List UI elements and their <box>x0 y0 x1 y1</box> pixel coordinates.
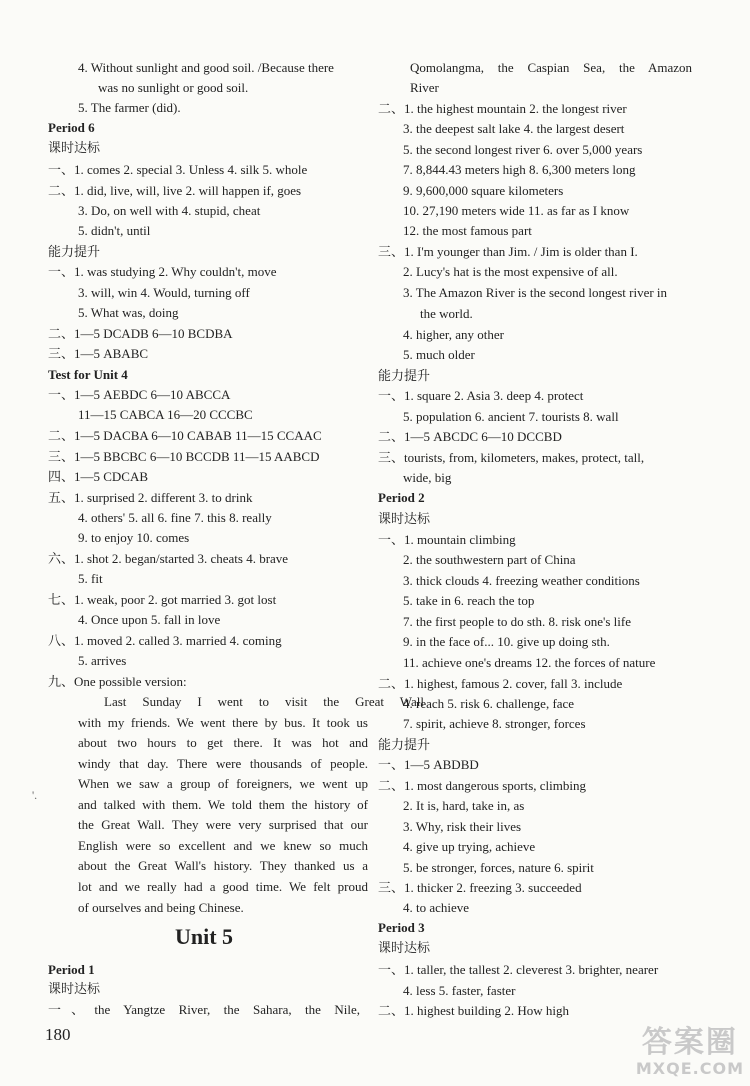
left-line: about the Great Wall's history. They thanked us a <box>78 858 368 873</box>
right-line: 4. less 5. faster, faster <box>403 983 516 998</box>
right-line: 二、1. most dangerous sports, climbing <box>378 778 586 793</box>
right-line: 5. the second longest river 6. over 5,000 years <box>403 142 643 157</box>
right-line: 二、1. the highest mountain 2. the longest river <box>378 101 627 116</box>
right-line: 3. thick clouds 4. freezing weather conditions <box>403 573 640 588</box>
right-line: 4. to achieve <box>403 900 470 915</box>
right-line: 2. the southwestern part of China <box>403 552 576 567</box>
right-line: 能力提升 <box>378 737 431 752</box>
left-line: Unit 5 <box>175 924 234 949</box>
right-line: 2. Lucy's hat is the most expensive of all. <box>403 264 618 279</box>
left-line: Last Sunday I went to visit the Great Wall <box>104 694 424 709</box>
right-line: 4. give up trying, achieve <box>403 839 536 854</box>
left-line: 4. others' 5. all 6. fine 7. this 8. really <box>78 510 272 525</box>
left-line: 5. arrives <box>78 653 127 668</box>
right-line: 9. in the face of... 10. give up doing sth. <box>403 634 610 649</box>
right-line: 3. the deepest salt lake 4. the largest desert <box>403 121 625 136</box>
right-line: 2. It is, hard, take in, as <box>403 798 525 813</box>
right-line: 3. Why, risk their lives <box>403 819 522 834</box>
right-line: 三、1. thicker 2. freezing 3. succeeded <box>378 880 582 895</box>
right-line: 课时达标 <box>378 940 431 955</box>
right-line: 10. 27,190 meters wide 11. as far as I know <box>403 203 630 218</box>
left-line: 5. didn't, until <box>78 223 151 238</box>
left-line: 二、1. did, live, will, live 2. will happen if, goes <box>48 183 302 198</box>
right-line: 7. spirit, achieve 8. stronger, forces <box>403 716 586 731</box>
left-line: 4. Without sunlight and good soil. /Because there <box>78 60 334 75</box>
right-line: 5. take in 6. reach the top <box>403 593 535 608</box>
right-line: Period 3 <box>378 920 425 935</box>
right-line: 一、1. mountain climbing <box>378 532 516 547</box>
watermark-url: MXQE.COM <box>635 1059 744 1078</box>
left-line: 5. The farmer (did). <box>78 100 181 115</box>
left-line: and talked with them. We told them the history of <box>78 797 368 812</box>
right-line: 11. achieve one's dreams 12. the forces of nature <box>403 655 656 670</box>
watermark-text: 答案圈 <box>641 1025 738 1060</box>
right-line: 三、1. I'm younger than Jim. / Jim is older than I. <box>378 244 638 259</box>
left-line: 三、1—5 BBCBC 6—10 BCCDB 11—15 AABCD <box>48 449 320 464</box>
right-line: 二、1. highest, famous 2. cover, fall 3. include <box>378 676 623 691</box>
right-line: 7. 8,844.43 meters high 8. 6,300 meters long <box>403 162 636 177</box>
left-line: Test for Unit 4 <box>48 367 128 382</box>
left-line: 九、One possible version: <box>48 674 187 689</box>
right-line: 三、tourists, from, kilometers, makes, protect, tall, <box>378 450 645 465</box>
watermark-logo <box>636 1026 744 1078</box>
page-number: 180 <box>45 1025 71 1044</box>
left-line: 3. Do, on well with 4. stupid, cheat <box>78 203 261 218</box>
left-line: windy that day. There were thousands of people. <box>78 756 368 771</box>
right-line: wide, big <box>403 470 452 485</box>
left-line: 课时达标 <box>48 981 101 996</box>
left-line: Period 1 <box>48 962 95 977</box>
left-line: 四、1—5 CDCAB <box>48 469 149 484</box>
left-line: the Great Wall. They were very surprised that our <box>78 817 368 832</box>
left-line: 二、1—5 DCADB 6—10 BCDBA <box>48 326 233 341</box>
right-line: 一、1. taller, the tallest 2. cleverest 3. brighter, nearer <box>378 962 659 977</box>
right-line: 5. much older <box>403 347 475 362</box>
right-line: 课时达标 <box>378 511 431 526</box>
right-line: River <box>410 80 439 95</box>
left-line: 3. will, win 4. Would, turning off <box>78 285 250 300</box>
right-line: 能力提升 <box>378 368 431 383</box>
right-line: 4. higher, any other <box>403 327 504 342</box>
right-line: Period 2 <box>378 490 425 505</box>
left-line: When we saw a group of foreigners, we went up <box>78 776 368 791</box>
left-line: 5. What was, doing <box>78 305 179 320</box>
left-line: 六、1. shot 2. began/started 3. cheats 4. brave <box>48 551 289 566</box>
left-line: with my friends. We went there by bus. It took us <box>78 715 368 730</box>
left-line: 9. to enjoy 10. comes <box>78 530 190 545</box>
right-line: 12. the most famous part <box>403 223 532 238</box>
right-line: 二、1. highest building 2. How high <box>378 1003 570 1018</box>
right-line: 3. The Amazon River is the second longest river in <box>403 285 668 300</box>
left-line: was no sunlight or good soil. <box>98 80 249 95</box>
right-line: the world. <box>420 306 473 321</box>
left-line: 5. fit <box>78 571 103 586</box>
right-line: 5. population 6. ancient 7. tourists 8. wall <box>403 409 619 424</box>
left-line: 一、1. was studying 2. Why couldn't, move <box>48 264 277 279</box>
right-line: 7. the first people to do sth. 8. risk one's life <box>403 614 632 629</box>
left-line: 一、1. comes 2. special 3. Unless 4. silk 5. whole <box>48 162 308 177</box>
left-line: 二、1—5 DACBA 6—10 CABAB 11—15 CCAAC <box>48 428 322 443</box>
left-line: English were so excellent and we knew so much <box>78 838 368 853</box>
left-line: about two hours to get there. It was hot and <box>78 735 368 750</box>
left-line: 七、1. weak, poor 2. got married 3. got lost <box>48 592 277 607</box>
right-line: 二、1—5 ABCDC 6—10 DCCBD <box>378 429 562 444</box>
left-line: 一、the Yangtze River, the Sahara, the Nile, <box>48 1002 360 1017</box>
left-line: 五、1. surprised 2. different 3. to drink <box>48 490 253 505</box>
left-line: 11—15 CABCA 16—20 CCCBC <box>78 407 253 422</box>
left-line: 课时达标 <box>48 140 101 155</box>
left-line: 能力提升 <box>48 244 101 259</box>
left-line: of ourselves and being Chinese. <box>78 900 244 915</box>
scan-mark: '. <box>32 788 38 802</box>
left-line: 一、1—5 AEBDC 6—10 ABCCA <box>48 387 231 402</box>
left-line: Period 6 <box>48 120 95 135</box>
right-line: Qomolangma, the Caspian Sea, the Amazon <box>410 60 692 75</box>
left-line: 4. Once upon 5. fall in love <box>78 612 221 627</box>
right-line: 4. reach 5. risk 6. challenge, face <box>403 696 575 711</box>
right-line: 一、1—5 ABDBD <box>378 757 479 772</box>
left-line: lot and we really had a good time. We felt proud <box>78 879 368 894</box>
left-line: 八、1. moved 2. called 3. married 4. coming <box>48 633 282 648</box>
left-line: 三、1—5 ABABC <box>48 346 149 361</box>
right-line: 9. 9,600,000 square kilometers <box>403 183 564 198</box>
right-line: 一、1. square 2. Asia 3. deep 4. protect <box>378 388 584 403</box>
right-line: 5. be stronger, forces, nature 6. spirit <box>403 860 594 875</box>
